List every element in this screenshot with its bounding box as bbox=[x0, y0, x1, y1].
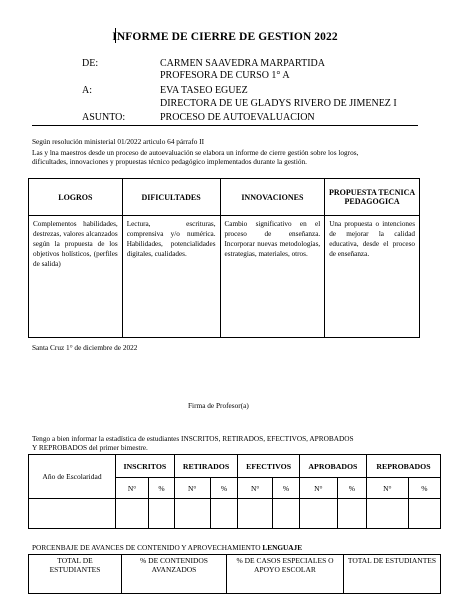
progress-table bbox=[28, 554, 441, 594]
sub-n: N° bbox=[174, 478, 210, 499]
data-cell bbox=[408, 499, 440, 529]
group-efectivos: EFECTIVOS bbox=[238, 455, 300, 478]
cell-dificultades: Lectura, escrituras, comprensiva y/o numérica. Habilidades, potencialidades digitales, cualidades. bbox=[122, 216, 220, 338]
de-name: CARMEN SAAVEDRA MARPARTIDA bbox=[160, 58, 325, 69]
a-label: A: bbox=[82, 85, 92, 96]
data-cell bbox=[366, 499, 408, 529]
header-casos-especiales: % DE CASOS ESPECIALES O APOYO ESCOLAR bbox=[227, 555, 344, 594]
data-cell bbox=[210, 499, 238, 529]
section3-title-plain: PORCENBAJE DE AVANCES DE CONTENIDO Y APROVECHAMIENTO bbox=[32, 543, 263, 552]
data-cell bbox=[29, 499, 116, 529]
header-contenidos-avanzados: % DE CONTENIDOS AVANZADOS bbox=[122, 555, 227, 594]
header-total-estudiantes: TOTAL DE ESTUDIANTES bbox=[29, 555, 122, 594]
section3-title-bold: LENGUAJE bbox=[262, 543, 303, 552]
sub-pct: % bbox=[149, 478, 175, 499]
stats-table bbox=[28, 454, 441, 529]
stats-intro-line-2: Y REPROBADOS del primer bimestre. bbox=[32, 443, 148, 452]
cell-innovaciones: Cambio significativo en el proceso de enseñanza. Incorporar nuevas metodologías, estrategias, materiales, otros. bbox=[220, 216, 325, 338]
data-cell bbox=[174, 499, 210, 529]
sub-pct: % bbox=[273, 478, 300, 499]
a-role: DIRECTORA DE UE GLADYS RIVERO DE JIMENEZ I bbox=[160, 98, 397, 109]
sub-pct: % bbox=[337, 478, 366, 499]
header-divider bbox=[32, 125, 418, 126]
header-propuesta: PROPUESTA TECNICA PEDAGOGICA bbox=[325, 179, 420, 216]
a-name: EVA TASEO EGUEZ bbox=[160, 85, 248, 96]
data-cell bbox=[337, 499, 366, 529]
asunto-label: ASUNTO: bbox=[82, 112, 126, 123]
signature-label: Firma de Profesor(a) bbox=[188, 401, 249, 410]
cell-logros: Complementos habilidades, destrezas, valores alcanzados según la propuesta de los objetivos holísticos, (perfiles de salida) bbox=[29, 216, 123, 338]
de-role: PROFESORA DE CURSO 1° A bbox=[160, 70, 290, 81]
section3-title bbox=[32, 543, 302, 552]
data-cell bbox=[299, 499, 337, 529]
intro-line-3: dificultades, innovaciones y propuestas técnico pedagógico implementados durante la gestión. bbox=[32, 157, 307, 166]
data-cell bbox=[116, 499, 149, 529]
de-label: DE: bbox=[82, 58, 99, 69]
asunto-value: PROCESO DE AUTOEVALUACION bbox=[160, 112, 315, 123]
sub-n: N° bbox=[238, 478, 273, 499]
data-cell bbox=[149, 499, 175, 529]
intro-line-1: Según resolución ministerial 01/2022 articulo 64 párrafo II bbox=[32, 137, 205, 146]
cell-propuesta: Una propuesta o intenciones de mejorar la calidad educativa, desde el proceso de enseñanza. bbox=[325, 216, 420, 338]
year-label: Año de Escolaridad bbox=[29, 455, 116, 499]
stats-intro-line-1: Tengo a bien informar la estadística de estudiantes INSCRITOS, RETIRADOS, EFECTIVOS, APROBADOS bbox=[32, 434, 354, 443]
group-reprobados: REPROBADOS bbox=[366, 455, 440, 478]
cierre-table bbox=[28, 178, 420, 338]
document-title: INFORME DE CIERRE DE GESTION 2022 bbox=[112, 31, 338, 43]
sub-pct: % bbox=[210, 478, 238, 499]
data-cell bbox=[273, 499, 300, 529]
header-total-estudiantes-2: TOTAL DE ESTUDIANTES bbox=[344, 555, 441, 594]
sub-n: N° bbox=[299, 478, 337, 499]
header-logros: LOGROS bbox=[29, 179, 123, 216]
group-retirados: RETIRADOS bbox=[174, 455, 238, 478]
group-inscritos: INSCRITOS bbox=[116, 455, 175, 478]
data-cell bbox=[238, 499, 273, 529]
intro-line-2: Las y lna maestros desde un proceso de autoevaluación se elabora un informe de cierre gestión sobre los logros, bbox=[32, 148, 359, 157]
sub-n: N° bbox=[116, 478, 149, 499]
sub-n: N° bbox=[366, 478, 408, 499]
header-dificultades: DIFICULTADES bbox=[122, 179, 220, 216]
date-line: Santa Cruz 1° de diciembre de 2022 bbox=[32, 343, 138, 352]
group-aprobados: APROBADOS bbox=[299, 455, 366, 478]
sub-pct: % bbox=[408, 478, 440, 499]
header-innovaciones: INNOVACIONES bbox=[220, 179, 325, 216]
